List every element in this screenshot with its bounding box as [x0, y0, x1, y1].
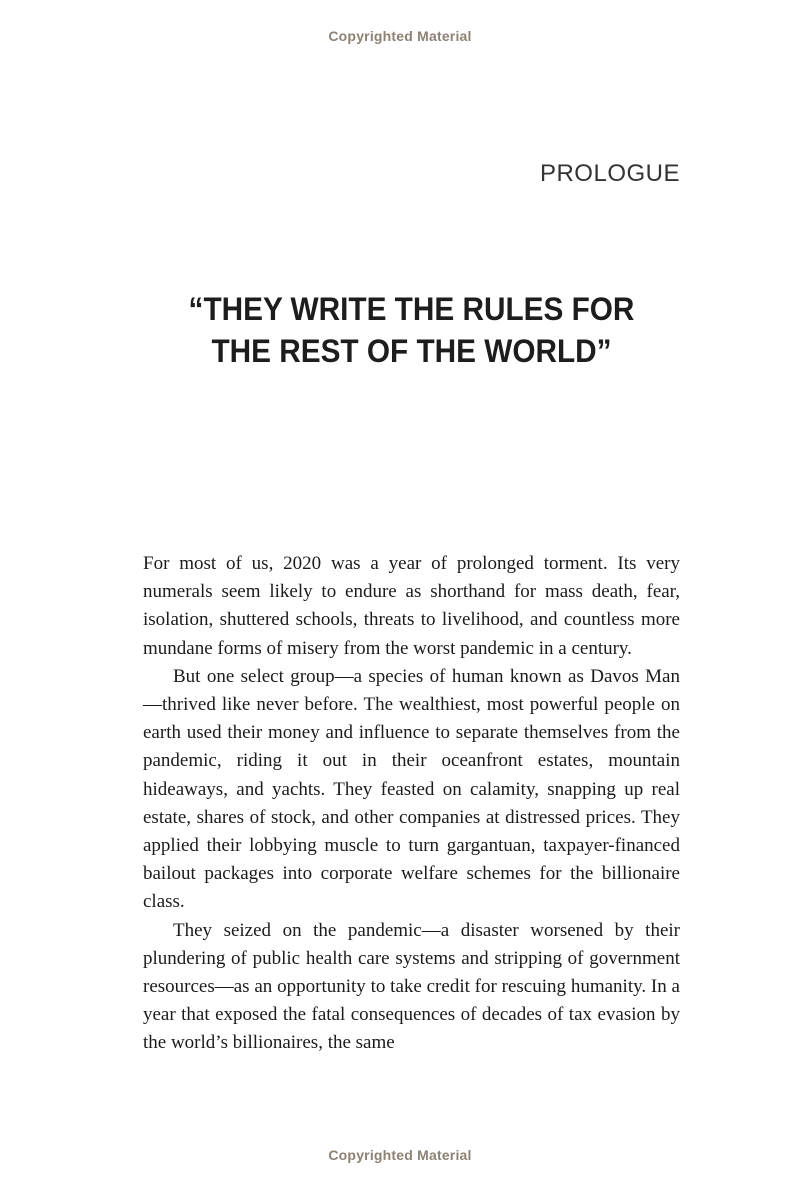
chapter-title-line2: THE REST OF THE WORLD”	[211, 333, 612, 369]
paragraph-3: They seized on the pandemic—a disaster worsened by their plundering of public health care systems and stripping of government resources—as an opportunity to take credit for rescuing humanity. In a year that exposed the fatal consequences of decades of tax evasion by the world’s billionaires, the same	[143, 919, 680, 1054]
paragraph-2: But one select group—a species of human known as Davos Man—thrived like never before. The wealthiest, most powerful people on earth used their money and influence to separate themselves from the pandemic, riding it out in their oceanfront estates, mountain hideaways, and yachts. They feasted on calamity, snapping up real estate, shares of stock, and other companies at distressed prices. They applied their lobbying muscle to turn gargantuan, taxpayer-financed bailout packages into corporate welfare schemes for the billionaire class.	[143, 665, 680, 913]
text-column	[143, 0, 680, 1191]
copyright-notice-top: Copyrighted Material	[328, 28, 472, 44]
section-label-prologue: PROLOGUE	[539, 160, 680, 187]
body-text	[143, 550, 680, 1058]
chapter-title	[162, 288, 661, 372]
copyright-notice-bottom: Copyrighted Material	[328, 1147, 472, 1163]
chapter-title-line1: “THEY WRITE THE RULES FOR	[188, 291, 635, 327]
paragraph-1: For most of us, 2020 was a year of prolonged torment. Its very numerals seem likely to endure as shorthand for mass death, fear, isolation, shuttered schools, threats to livelihood, and countless more mundane forms of misery from the worst pandemic in a century.	[143, 553, 680, 659]
